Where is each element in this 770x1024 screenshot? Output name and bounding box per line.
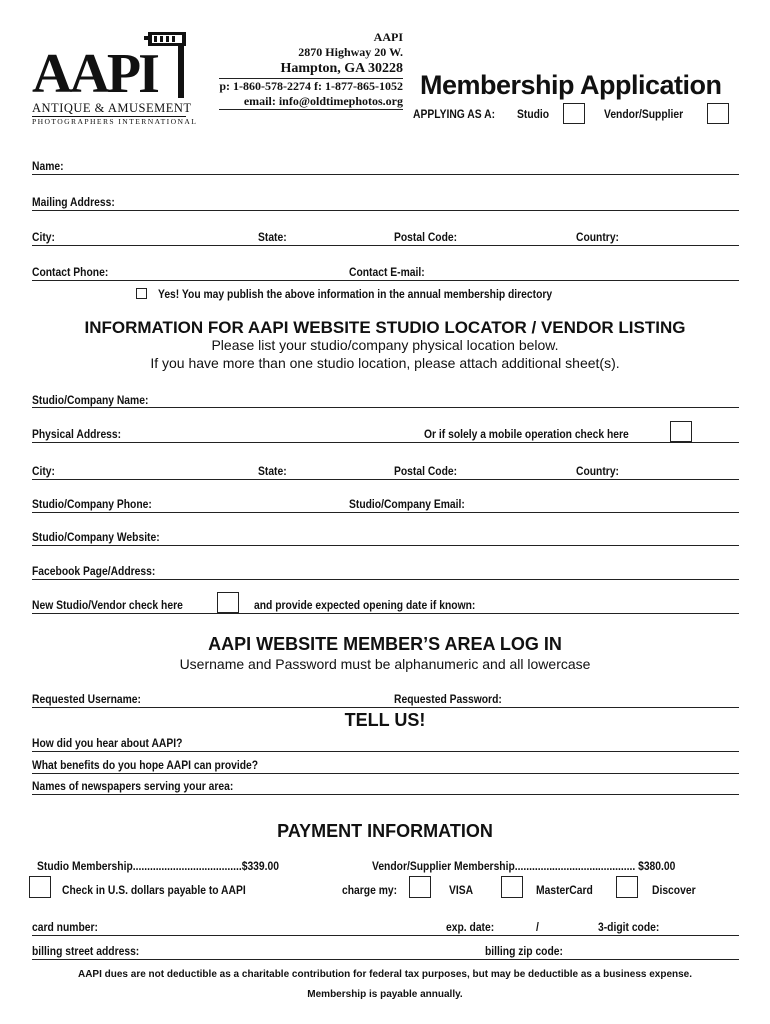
vendor-fee-label: Vendor/Supplier Membership.......................................... $380.00 [372, 859, 676, 873]
vendor-label: Vendor/Supplier [604, 107, 684, 121]
check-payment-checkbox[interactable] [29, 876, 51, 898]
mastercard-label: MasterCard [536, 883, 593, 897]
charge-label: charge my: [342, 883, 398, 897]
logo-line2: PHOTOGRAPHERS INTERNATIONAL [32, 117, 198, 126]
publish-checkbox[interactable] [136, 288, 147, 299]
studio-checkbox[interactable] [563, 103, 585, 124]
visa-checkbox[interactable] [409, 876, 431, 898]
org-name: AAPI [373, 30, 403, 44]
physical-label: Physical Address: [32, 427, 122, 441]
publish-label: Yes! You may publish the above information in the annual membership directory [158, 287, 553, 301]
mailing-label: Mailing Address: [32, 195, 115, 209]
q1-field[interactable] [32, 751, 739, 752]
payment-heading: PAYMENT INFORMATION [277, 821, 493, 841]
studio-fee-label: Studio Membership......................................$339.00 [37, 859, 280, 873]
discover-checkbox[interactable] [616, 876, 638, 898]
applying-as-label: APPLYING AS A: [413, 107, 496, 121]
billing-field[interactable] [32, 959, 739, 960]
contact-phone-label: Contact Phone: [32, 265, 109, 279]
login-heading: AAPI WEBSITE MEMBER’S AREA LOG IN [208, 634, 562, 654]
street: 2870 Highway 20 W. [298, 45, 403, 59]
q2-field[interactable] [32, 773, 739, 774]
mobile-checkbox[interactable] [670, 421, 692, 442]
studio-label: Studio [517, 107, 550, 121]
physical-field[interactable] [32, 442, 739, 443]
country-label: Country: [576, 230, 619, 244]
logo-letters: AAPI [32, 43, 157, 105]
aapi-logo [30, 30, 198, 130]
q3-field[interactable] [32, 794, 739, 795]
name-label: Name: [32, 159, 64, 173]
mailing-field[interactable] [32, 210, 739, 211]
footer-disclaimer: AAPI dues are not deductible as a charitable contribution for federal tax purposes, but may be deductible as a business expense. [77, 969, 693, 980]
loc-country-label: Country: [576, 464, 619, 478]
phone-line: p: 1-860-578-2274 f: 1-877-865-1052 [219, 79, 403, 93]
mastercard-checkbox[interactable] [501, 876, 523, 898]
website-field[interactable] [32, 545, 739, 546]
mobile-label: Or if solely a mobile operation check here [424, 427, 629, 441]
q2-label: What benefits do you hope AAPI can provide? [32, 758, 259, 772]
contact-email-label: Contact E-mail: [349, 265, 425, 279]
facebook-field[interactable] [32, 579, 739, 580]
loc-city-field[interactable] [32, 479, 739, 480]
q1-label: How did you hear about AAPI? [32, 736, 183, 750]
footer-annual: Membership is payable annually. [307, 989, 463, 1000]
opening-label: and provide expected opening date if known: [254, 598, 476, 612]
company-phone-label: Studio/Company Phone: [32, 497, 152, 511]
company-name-field[interactable] [32, 407, 739, 408]
loc-city-label: City: [32, 464, 55, 478]
billing-zip-label: billing zip code: [485, 944, 563, 958]
vendor-checkbox[interactable] [707, 103, 729, 124]
new-check-label: New Studio/Vendor check here [32, 598, 183, 612]
company-email-label: Studio/Company Email: [349, 497, 465, 511]
password-label: Requested Password: [394, 692, 502, 706]
exp-slash: / [536, 920, 539, 934]
locator-line1: Please list your studio/company physical location below. [211, 337, 559, 353]
contact-field[interactable] [32, 280, 739, 281]
locator-heading: INFORMATION FOR AAPI WEBSITE STUDIO LOCATOR / VENDOR LISTING [84, 318, 686, 337]
cvv-label: 3-digit code: [598, 920, 660, 934]
address-block [219, 30, 403, 110]
exp-date-label: exp. date: [446, 920, 495, 934]
check-payment-label: Check in U.S. dollars payable to AAPI [62, 883, 246, 897]
visa-label: VISA [449, 883, 474, 897]
facebook-label: Facebook Page/Address: [32, 564, 156, 578]
login-sub: Username and Password must be alphanumeric and all lowercase [179, 656, 591, 672]
page-title: Membership Application [420, 70, 722, 100]
website-label: Studio/Company Website: [32, 530, 160, 544]
username-label: Requested Username: [32, 692, 141, 706]
tell-heading: TELL US! [344, 710, 426, 730]
city-line: Hampton, GA 30228 [280, 61, 403, 76]
discover-label: Discover [652, 883, 696, 897]
locator-line2: If you have more than one studio location, please attach additional sheet(s). [150, 355, 620, 371]
logo-line1: ANTIQUE & AMUSEMENT [32, 101, 192, 115]
card-field[interactable] [32, 935, 739, 936]
login-field[interactable] [32, 707, 739, 708]
q3-label: Names of newspapers serving your area: [32, 779, 234, 793]
name-field[interactable] [32, 174, 739, 175]
postal-label: Postal Code: [394, 230, 458, 244]
loc-postal-label: Postal Code: [394, 464, 458, 478]
email-line: email: info@oldtimephotos.org [219, 94, 403, 110]
city-label: City: [32, 230, 55, 244]
company-contact-field[interactable] [32, 512, 739, 513]
billing-address-label: billing street address: [32, 944, 140, 958]
opening-field[interactable] [32, 613, 739, 614]
state-label: State: [258, 230, 287, 244]
card-number-label: card number: [32, 920, 98, 934]
new-studio-checkbox[interactable] [217, 592, 239, 613]
city-state-field[interactable] [32, 245, 739, 246]
company-name-label: Studio/Company Name: [32, 393, 149, 407]
loc-state-label: State: [258, 464, 287, 478]
